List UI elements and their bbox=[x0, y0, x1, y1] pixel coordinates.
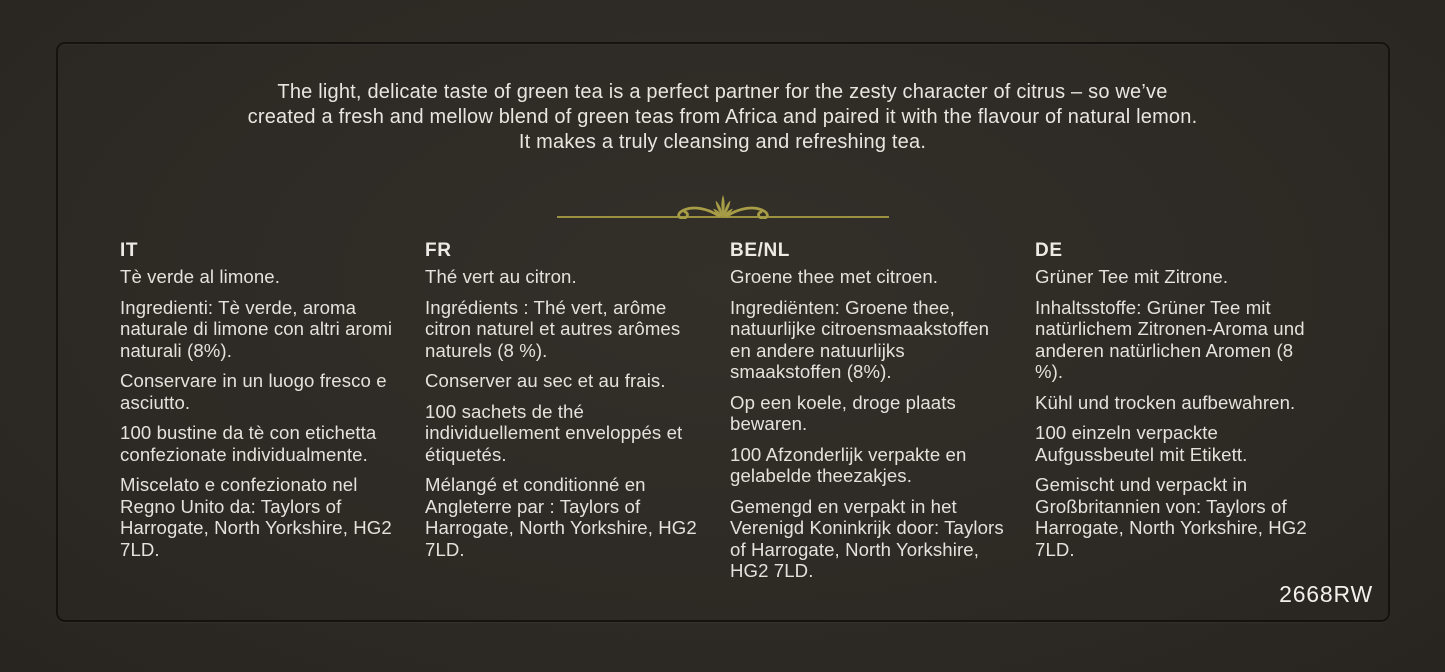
product-name-fr: Thé vert au citron. bbox=[425, 266, 577, 287]
ingredients-de: Inhaltsstoffe: Grüner Tee mit natürlichem Zitronen-Aroma und anderen natürlichen Aromen (8 %). bbox=[1035, 296, 1305, 382]
language-columns bbox=[120, 240, 1335, 591]
product-name-de: Grüner Tee mit Zitrone. bbox=[1035, 266, 1229, 287]
intro-line-2: created a fresh and mellow blend of green teas from Africa and paired it with the flavour of natural lemon. bbox=[247, 106, 1198, 128]
column-dutch bbox=[730, 240, 1015, 591]
producer-fr: Mélangé et conditionné en Angleterre par : Taylors of Harrogate, North Yorkshire, HG2 7LD. bbox=[425, 474, 697, 560]
intro-description bbox=[0, 80, 1445, 155]
producer-benl: Gemengd en verpakt in het Verenigd Koninkrijk door: Taylors of Harrogate, North Yorkshire, HG2 7LD. bbox=[730, 495, 1004, 581]
language-header-benl: BE/NL bbox=[730, 240, 790, 261]
contents-it: 100 bustine da tè con etichetta confezionate individualmente. bbox=[120, 422, 377, 465]
product-name-it: Tè verde al limone. bbox=[120, 266, 281, 287]
language-header-fr: FR bbox=[425, 240, 452, 261]
column-french bbox=[425, 240, 710, 591]
language-header-de: DE bbox=[1035, 240, 1063, 261]
product-name-benl: Groene thee met citroen. bbox=[730, 266, 939, 287]
storage-fr: Conserver au sec et au frais. bbox=[425, 370, 666, 391]
contents-fr: 100 sachets de thé individuellement enveloppés et étiquetés. bbox=[425, 400, 683, 465]
language-header-it: IT bbox=[120, 240, 139, 261]
ingredients-benl: Ingrediënten: Groene thee, natuurlijke citroensmaakstoffen en andere natuurlijks smaakstoffen (8%). bbox=[730, 296, 990, 382]
product-code: 2668RW bbox=[1279, 581, 1373, 607]
storage-benl: Op een koele, droge plaats bewaren. bbox=[730, 391, 956, 434]
ornament-divider bbox=[557, 190, 889, 220]
contents-benl: 100 Afzonderlijk verpakte en gelabelde theezakjes. bbox=[730, 443, 967, 486]
ingredients-it: Ingredienti: Tè verde, aroma naturale di limone con altri aromi naturali (8%). bbox=[120, 296, 393, 361]
intro-line-1: The light, delicate taste of green tea is a perfect partner for the zesty character of citrus – so we’ve bbox=[277, 81, 1168, 103]
ingredients-fr: Ingrédients : Thé vert, arôme citron naturel et autres arômes naturels (8 %). bbox=[425, 296, 681, 361]
storage-de: Kühl und trocken aufbewahren. bbox=[1035, 391, 1296, 413]
producer-de: Gemischt und verpackt in Großbritannien von: Taylors of Harrogate, North Yorkshire, HG2 7LD. bbox=[1035, 474, 1307, 560]
intro-line-3: It makes a truly cleansing and refreshing tea. bbox=[518, 131, 927, 153]
storage-it: Conservare in un luogo fresco e asciutto. bbox=[120, 370, 387, 413]
palmette-ornament-icon bbox=[668, 191, 778, 219]
column-german bbox=[1035, 240, 1320, 591]
producer-it: Miscelato e confezionato nel Regno Unito da: Taylors of Harrogate, North Yorkshire, HG2 7LD. bbox=[120, 474, 392, 560]
column-italian bbox=[120, 240, 405, 591]
contents-de: 100 einzeln verpackte Aufgussbeutel mit Etikett. bbox=[1035, 422, 1248, 465]
